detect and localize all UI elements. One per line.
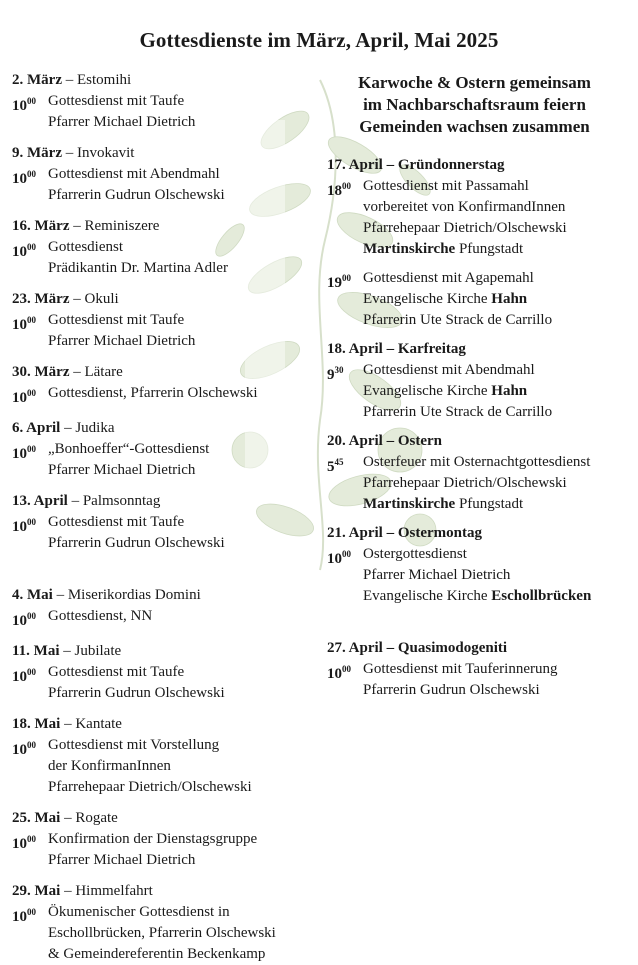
time-minutes: 00 <box>342 273 351 283</box>
service-lines <box>363 452 632 515</box>
service-entry <box>327 339 632 423</box>
line-text: Gottesdienst mit Passamahl <box>363 178 529 194</box>
line-text: Osterfeuer mit Osternachtgottesdienst <box>363 454 591 470</box>
service-entry <box>12 143 312 206</box>
entry-date: 18. Mai <box>12 716 61 732</box>
service-row <box>12 735 312 798</box>
entry-date: 23. März <box>12 291 70 307</box>
entry-sunday-name: Estomihi <box>76 72 132 88</box>
time-minutes: 00 <box>27 611 36 621</box>
entry-heading: 4. Mai – Miserikordias Domini <box>12 587 201 603</box>
line-text: Pfarrerin Ute Strack de Carrillo <box>363 404 553 420</box>
time-hour: 10 <box>12 244 27 260</box>
time-hour: 5 <box>327 459 335 475</box>
service-line: Gottesdienst mit Taufe <box>48 664 185 680</box>
service-lines <box>363 268 632 331</box>
service-time <box>12 662 48 704</box>
time-hour: 10 <box>12 836 27 852</box>
line-text: Evangelische Kirche <box>363 588 492 604</box>
entry-sunday-name: Himmelfahrt <box>75 883 153 899</box>
service-row <box>12 383 312 409</box>
entry-heading: 6. April – Judika <box>12 420 115 436</box>
entry-sunday-name: Rogate <box>75 810 118 826</box>
service-row <box>12 439 312 481</box>
service-time <box>12 237 48 279</box>
entry-heading: 11. Mai – Jubilate <box>12 643 122 659</box>
service-time <box>327 659 363 701</box>
time-minutes: 00 <box>342 181 351 191</box>
church-name: Martinskirche <box>363 496 456 512</box>
entry-sunday-name: Jubilate <box>74 643 122 659</box>
service-entry <box>12 216 312 279</box>
service-time <box>12 829 48 871</box>
entry-heading: 25. Mai – Rogate <box>12 810 118 826</box>
line-text: Pfarrer Michael Dietrich <box>363 567 511 583</box>
service-lines <box>48 91 312 133</box>
service-row <box>12 512 312 554</box>
service-entry <box>12 808 312 871</box>
entry-heading: 30. März – Lätare <box>12 364 123 380</box>
entry-sunday-name: Reminiszere <box>84 218 160 234</box>
entry-title: 27. April – Quasimodogeniti <box>327 640 508 656</box>
entry-sunday-name: Quasimodogeniti <box>397 640 508 656</box>
time-minutes: 00 <box>27 315 36 325</box>
entry-heading: 18. Mai – Kantate <box>12 716 122 732</box>
entry-heading: 9. März – Invokavit <box>12 145 135 161</box>
line-text: vorbereitet von KonfirmandInnen <box>363 199 566 215</box>
entry-date: 25. Mai <box>12 810 61 826</box>
service-time <box>327 452 363 515</box>
service-row <box>327 452 632 515</box>
service-line: „Bonhoeffer“-Gottesdienst <box>48 441 210 457</box>
time-minutes: 00 <box>27 517 36 527</box>
service-line: Eschollbrücken, Pfarrerin Olschewski <box>48 925 276 941</box>
banner-line: Gemeinden wachsen zusammen <box>359 117 590 136</box>
service-line <box>363 381 632 402</box>
entry-heading <box>327 155 632 176</box>
service-entry <box>12 881 312 965</box>
service-row <box>12 91 312 133</box>
entry-sunday-name: Kantate <box>75 716 122 732</box>
time-hour: 10 <box>12 317 27 333</box>
service-line: Pfarrer Michael Dietrich <box>48 114 196 130</box>
entry-date: 30. März <box>12 364 70 380</box>
entry-heading: 29. Mai – Himmelfahrt <box>12 883 153 899</box>
line-text: Ostergottesdienst <box>363 546 467 562</box>
service-lines <box>48 164 312 206</box>
time-hour: 10 <box>12 909 27 925</box>
service-time <box>12 439 48 481</box>
entry-heading: 13. April – Palmsonntag <box>12 493 161 509</box>
service-row <box>12 310 312 352</box>
page-title: Gottesdienste im März, April, Mai 2025 <box>139 28 499 52</box>
time-hour: 10 <box>12 171 27 187</box>
entry-sunday-name: Gründonnerstag <box>397 157 505 173</box>
line-text: Gottesdienst mit Abendmahl <box>363 362 535 378</box>
service-line <box>363 565 632 586</box>
service-entry <box>327 523 632 607</box>
service-lines <box>48 512 312 554</box>
service-line: Gottesdienst mit Taufe <box>48 93 185 109</box>
banner-line: im Nachbarschaftsraum feiern <box>363 95 586 114</box>
time-hour: 9 <box>327 367 335 383</box>
line-text: Evangelische Kirche <box>363 383 492 399</box>
line-text: Pfarrehepaar Dietrich/Olschewski <box>363 475 567 491</box>
service-entry <box>12 70 312 133</box>
service-row <box>327 544 632 607</box>
entry-heading: 2. März – Estomihi <box>12 72 132 88</box>
service-line: Pfarrerin Gudrun Olschewski <box>48 685 225 701</box>
time-hour: 10 <box>12 98 27 114</box>
entry-title: 20. April – Ostern <box>327 433 443 449</box>
service-line: Pfarrer Michael Dietrich <box>48 852 196 868</box>
service-row <box>327 268 632 331</box>
service-row <box>12 829 312 871</box>
service-time <box>12 310 48 352</box>
time-minutes: 30 <box>334 365 344 375</box>
service-lines <box>48 829 312 871</box>
service-line: Gottesdienst mit Taufe <box>48 514 185 530</box>
service-line <box>363 680 632 701</box>
service-row <box>12 164 312 206</box>
time-minutes: 00 <box>27 444 36 454</box>
service-entry <box>12 641 312 704</box>
service-line: der KonfirmanInnen <box>48 758 171 774</box>
service-entry <box>327 638 632 701</box>
service-row <box>12 237 312 279</box>
time-hour: 18 <box>327 183 342 199</box>
entry-sunday-name: Karfreitag <box>397 341 466 357</box>
time-minutes: 00 <box>27 96 36 106</box>
service-time <box>327 176 363 260</box>
time-minutes: 45 <box>334 457 344 467</box>
service-line: Ökumenischer Gottesdienst in <box>48 904 230 920</box>
service-row <box>327 659 632 701</box>
service-line: Gottesdienst, NN <box>48 608 153 624</box>
service-line <box>363 473 632 494</box>
entry-date: 20. April <box>327 433 383 449</box>
time-minutes: 00 <box>27 740 36 750</box>
service-line: Gottesdienst <box>48 239 123 255</box>
line-text: Gottesdienst mit Tauferinnerung <box>363 661 558 677</box>
service-line: Pfarrer Michael Dietrich <box>48 333 196 349</box>
service-lines <box>363 544 632 607</box>
time-hour: 10 <box>327 666 342 682</box>
service-line: Pfarrehepaar Dietrich/Olschewski <box>48 779 252 795</box>
service-time <box>327 268 363 331</box>
service-line: & Gemeindereferentin Beckenkamp <box>48 946 266 962</box>
time-minutes: 00 <box>342 549 351 559</box>
service-line <box>363 268 632 289</box>
service-line <box>363 218 632 239</box>
service-line: Gottesdienst, Pfarrerin Olschewski <box>48 385 258 401</box>
line-text: Pfarrerin Gudrun Olschewski <box>363 682 540 698</box>
line-text: Evangelische Kirche <box>363 291 492 307</box>
entry-heading <box>327 638 632 659</box>
entry-title: 17. April – Gründonnerstag <box>327 157 505 173</box>
time-hour: 10 <box>327 551 342 567</box>
entry-sunday-name: Palmsonntag <box>82 493 161 509</box>
entry-date: 4. Mai <box>12 587 53 603</box>
entry-heading <box>327 523 632 544</box>
service-lines <box>48 383 312 409</box>
service-line <box>363 586 632 607</box>
entry-heading <box>327 431 632 452</box>
time-hour: 10 <box>12 613 27 629</box>
service-row <box>327 176 632 260</box>
service-line <box>363 544 632 565</box>
service-lines <box>48 237 312 279</box>
time-hour: 10 <box>12 446 27 462</box>
left-column <box>12 70 312 965</box>
service-lines <box>48 439 312 481</box>
entry-sunday-name: Ostern <box>397 433 443 449</box>
entry-sunday-name: Invokavit <box>76 145 135 161</box>
time-minutes: 00 <box>342 664 351 674</box>
service-time <box>12 606 48 632</box>
entry-date: 17. April <box>327 157 383 173</box>
entry-title: 21. April – Ostermontag <box>327 525 482 541</box>
service-line <box>363 494 632 515</box>
time-minutes: 00 <box>27 667 36 677</box>
service-line: Pfarrer Michael Dietrich <box>48 462 196 478</box>
line-text: Pfungstadt <box>455 496 524 512</box>
time-hour: 10 <box>12 669 27 685</box>
service-entry <box>12 418 312 481</box>
service-line <box>363 310 632 331</box>
service-line <box>363 289 632 310</box>
service-line: Prädikantin Dr. Martina Adler <box>48 260 228 276</box>
time-hour: 19 <box>327 275 342 291</box>
service-line <box>363 360 632 381</box>
entry-heading: 23. März – Okuli <box>12 291 119 307</box>
service-line: Gottesdienst mit Vorstellung <box>48 737 220 753</box>
service-lines <box>363 659 632 701</box>
right-column <box>327 72 632 701</box>
service-row <box>327 360 632 423</box>
banner <box>327 72 632 138</box>
time-minutes: 00 <box>27 169 36 179</box>
service-line: Pfarrerin Gudrun Olschewski <box>48 187 225 203</box>
service-lines <box>48 735 312 798</box>
service-time <box>12 735 48 798</box>
time-hour: 10 <box>12 519 27 535</box>
entry-heading: 16. März – Reminiszere <box>12 218 160 234</box>
service-line <box>363 176 632 197</box>
service-entry <box>327 431 632 515</box>
service-time <box>12 383 48 409</box>
church-location: Eschollbrücken <box>491 588 592 604</box>
service-entry <box>12 289 312 352</box>
church-name: Martinskirche <box>363 241 456 257</box>
service-line: Gottesdienst mit Abendmahl <box>48 166 220 182</box>
service-entry <box>12 714 312 798</box>
service-entry <box>12 362 312 409</box>
entry-heading <box>327 339 632 360</box>
service-time <box>12 512 48 554</box>
service-line <box>363 239 632 260</box>
church-location: Hahn <box>491 291 528 307</box>
service-time <box>327 544 363 607</box>
line-text: Pfarrehepaar Dietrich/Olschewski <box>363 220 567 236</box>
banner-line: Karwoche & Ostern gemeinsam <box>358 73 591 92</box>
time-minutes: 00 <box>27 242 36 252</box>
time-hour: 10 <box>12 742 27 758</box>
service-lines <box>363 176 632 260</box>
time-minutes: 00 <box>27 388 36 398</box>
service-line <box>363 402 632 423</box>
entry-sunday-name: Lätare <box>84 364 123 380</box>
service-entry <box>327 155 632 331</box>
entry-date: 6. April <box>12 420 61 436</box>
time-hour: 10 <box>12 390 27 406</box>
service-line: Konfirmation der Dienstagsgruppe <box>48 831 258 847</box>
service-lines <box>363 360 632 423</box>
entry-date: 11. Mai <box>12 643 60 659</box>
entry-sunday-name: Okuli <box>84 291 119 307</box>
time-minutes: 00 <box>27 834 36 844</box>
line-text: Gottesdienst mit Agapemahl <box>363 270 534 286</box>
entry-sunday-name: Miserikordias Domini <box>67 587 201 603</box>
service-lines <box>48 310 312 352</box>
line-text: Pfungstadt <box>455 241 524 257</box>
entry-date: 18. April <box>327 341 383 357</box>
entry-title: 18. April – Karfreitag <box>327 341 466 357</box>
entry-date: 16. März <box>12 218 70 234</box>
entry-sunday-name: Judika <box>75 420 115 436</box>
entry-date: 29. Mai <box>12 883 61 899</box>
service-line <box>363 197 632 218</box>
service-time <box>12 164 48 206</box>
service-line: Pfarrerin Gudrun Olschewski <box>48 535 225 551</box>
service-entry <box>12 491 312 554</box>
entry-date: 27. April <box>327 640 383 656</box>
service-line: Gottesdienst mit Taufe <box>48 312 185 328</box>
entry-date: 9. März <box>12 145 62 161</box>
service-line <box>363 659 632 680</box>
entry-date: 21. April <box>327 525 383 541</box>
church-location: Hahn <box>491 383 528 399</box>
service-line <box>363 452 632 473</box>
service-row <box>12 606 312 632</box>
entry-date: 2. März <box>12 72 62 88</box>
entry-sunday-name: Ostermontag <box>397 525 482 541</box>
time-minutes: 00 <box>27 907 36 917</box>
line-text: Pfarrerin Ute Strack de Carrillo <box>363 312 553 328</box>
service-time <box>327 360 363 423</box>
entry-date: 13. April <box>12 493 68 509</box>
service-lines <box>48 662 312 704</box>
service-entry <box>12 585 312 632</box>
service-row <box>12 662 312 704</box>
service-lines <box>48 606 312 632</box>
service-time <box>12 91 48 133</box>
